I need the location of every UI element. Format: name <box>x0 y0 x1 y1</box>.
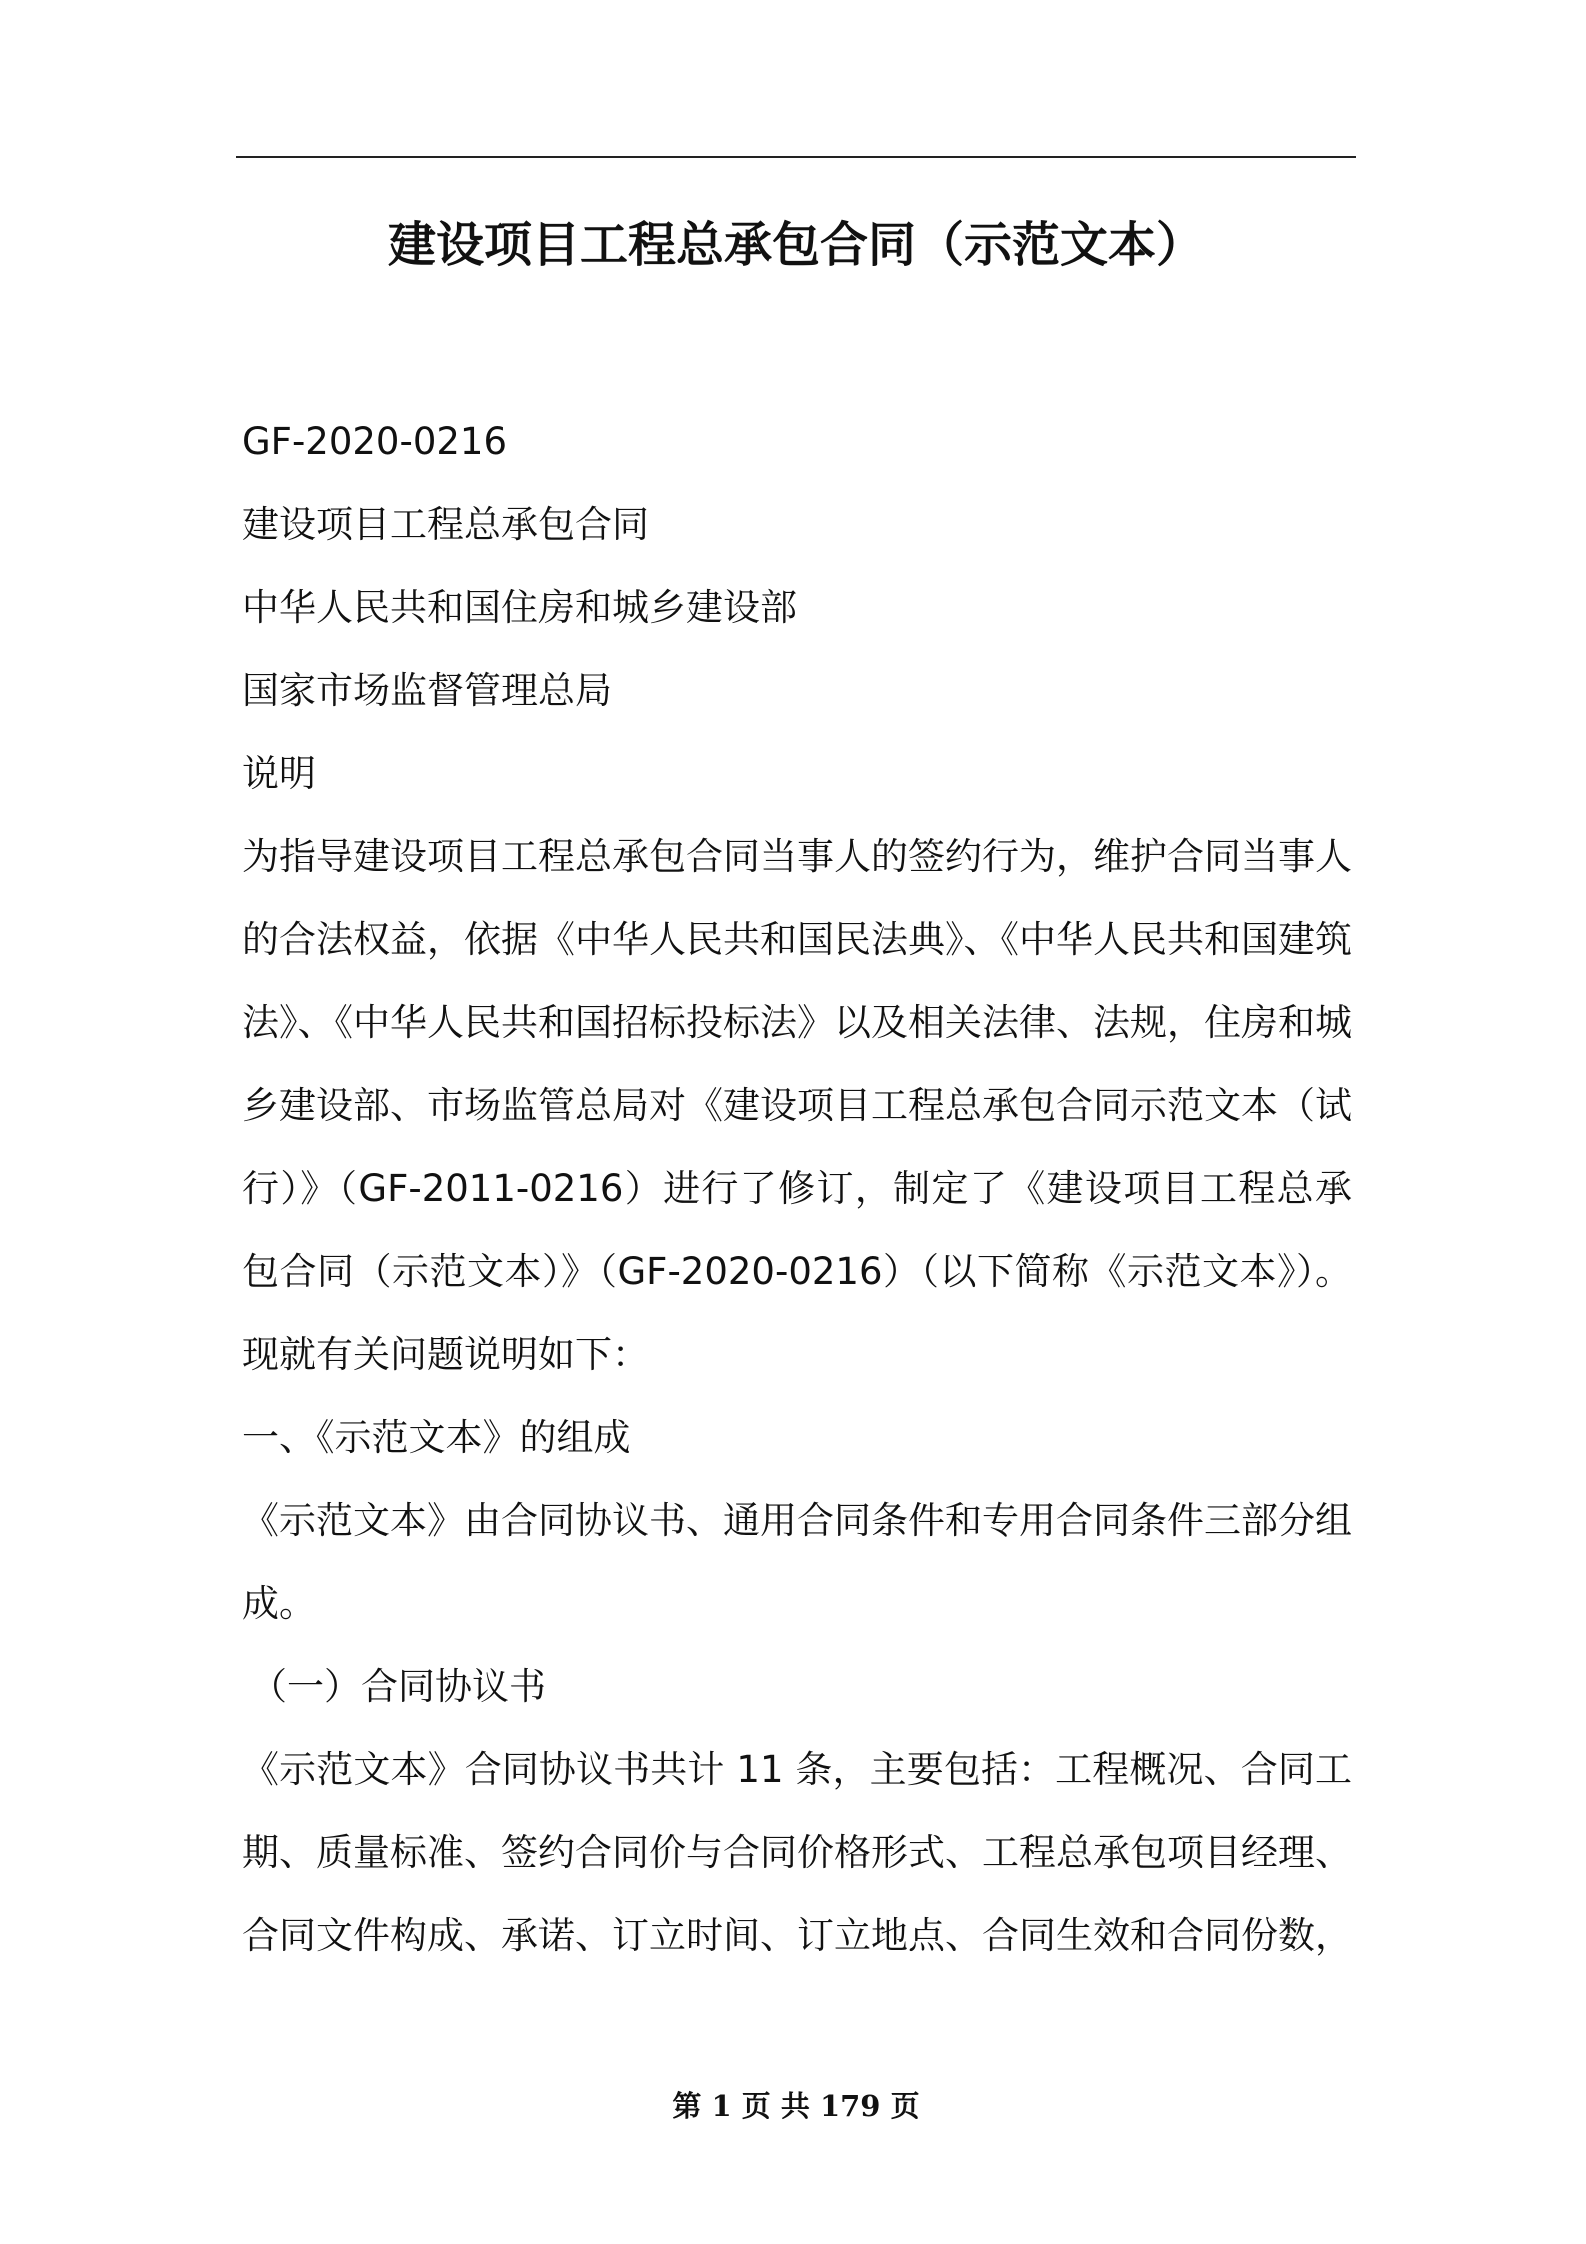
document-title: 建设项目工程总承包合同（示范文本） <box>387 217 1204 273</box>
paragraph-composition: 《示范文本》由合同协议书、通用合同条件和专用合同条件三部分组成。 <box>242 1499 1352 1625</box>
contract-name: 建设项目工程总承包合同 <box>242 503 649 546</box>
subsection-heading-agreement: （一）合同协议书 <box>250 1665 546 1708</box>
section-heading-composition: 一、《示范文本》的组成 <box>242 1416 631 1459</box>
header-rule <box>236 156 1356 158</box>
document-body <box>242 400 1352 1977</box>
paragraph-agreement: 《示范文本》合同协议书共计 11 条，主要包括：工程概况、合同工期、质量标准、签约合同价与合同价格形式、工程总承包项目经理、合同文件构成、承诺、订立时间、订立地点、合同生效和合同份数， <box>242 1748 1352 1957</box>
page-number: 第 1 页 共 179 页 <box>672 2089 920 2123</box>
issuer-administration: 国家市场监督管理总局 <box>242 669 612 712</box>
paragraph-purpose: 为指导建设项目工程总承包合同当事人的签约行为，维护合同当事人的合法权益，依据《中华人民共和国民法典》、《中华人民共和国建筑法》、《中华人民共和国招标投标法》以及相关法律、法规，住房和城乡建设部、市场监管总局对《建设项目工程总承包合同示范文本（试行）》（GF-2011-0216）进行了修订，制定了《建设项目工程总承包合同（示范文本）》（GF-2020-0216）（以下简称《示范文本》）。现就有关问题说明如下： <box>242 835 1352 1376</box>
section-heading-explanation: 说明 <box>242 752 316 795</box>
document-code: GF-2020-0216 <box>242 420 507 463</box>
issuer-ministry: 中华人民共和国住房和城乡建设部 <box>242 586 797 629</box>
